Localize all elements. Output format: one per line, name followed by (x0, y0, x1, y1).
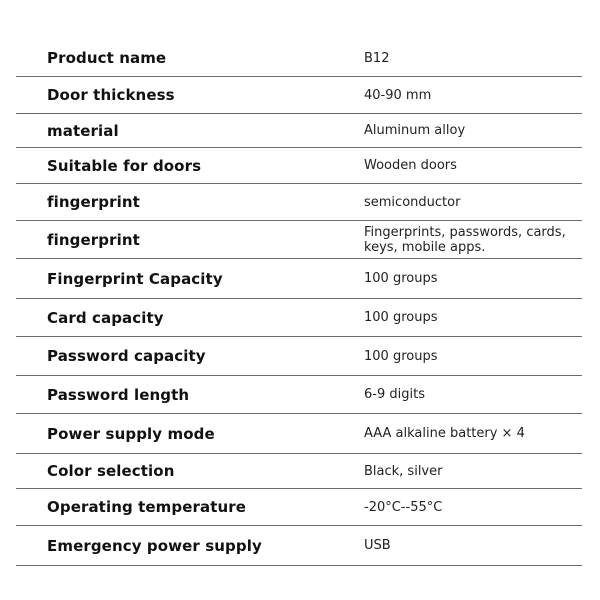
spec-row-color-selection (16, 454, 582, 489)
spec-label: Door thickness (47, 86, 175, 104)
spec-label: Password capacity (47, 347, 206, 365)
spec-value: AAA alkaline battery × 4 (364, 426, 525, 441)
spec-label: Card capacity (47, 308, 164, 327)
spec-label: Suitable for doors (47, 156, 202, 175)
spec-label: Power supply mode (47, 424, 215, 443)
spec-row-material (16, 114, 582, 148)
spec-value: Aluminum alloy (364, 123, 466, 138)
spec-label: material (47, 121, 119, 140)
spec-table (16, 40, 582, 566)
spec-row-password-length (16, 376, 582, 414)
spec-value: 100 groups (364, 310, 438, 325)
spec-row-suitable-doors (16, 148, 582, 184)
spec-value: Black, silver (364, 463, 443, 479)
spec-label: Color selection (47, 462, 175, 480)
spec-value: 6-9 digits (364, 387, 425, 402)
spec-value: -20°C--55°C (364, 499, 443, 515)
spec-value: 100 groups (364, 271, 438, 286)
spec-row-card-capacity (16, 299, 582, 337)
spec-row-door-thickness (16, 77, 582, 114)
spec-value: semiconductor (364, 194, 461, 210)
spec-row-password-capacity (16, 337, 582, 376)
spec-row-emergency-power (16, 526, 582, 566)
spec-row-fingerprint-unlock (16, 221, 582, 259)
spec-value: B12 (364, 50, 390, 66)
spec-value: Wooden doors (364, 158, 457, 173)
spec-row-power-supply (16, 414, 582, 454)
spec-label: Password length (47, 385, 190, 404)
spec-row-operating-temperature (16, 489, 582, 526)
spec-value: USB (364, 538, 391, 553)
spec-label: fingerprint (47, 193, 140, 211)
spec-label: Operating temperature (47, 498, 247, 516)
spec-row-fingerprint-capacity (16, 259, 582, 299)
spec-label: Emergency power supply (47, 536, 262, 555)
spec-label: Fingerprint Capacity (47, 269, 223, 288)
spec-value: 40-90 mm (364, 87, 432, 103)
spec-row-product-name (16, 40, 582, 77)
spec-value: Fingerprints, passwords, cards, keys, mobile apps. (364, 224, 566, 255)
spec-row-fingerprint-sensor (16, 184, 582, 221)
spec-label: fingerprint (47, 230, 140, 249)
spec-value: 100 groups (364, 348, 438, 364)
spec-label: Product name (47, 49, 167, 67)
